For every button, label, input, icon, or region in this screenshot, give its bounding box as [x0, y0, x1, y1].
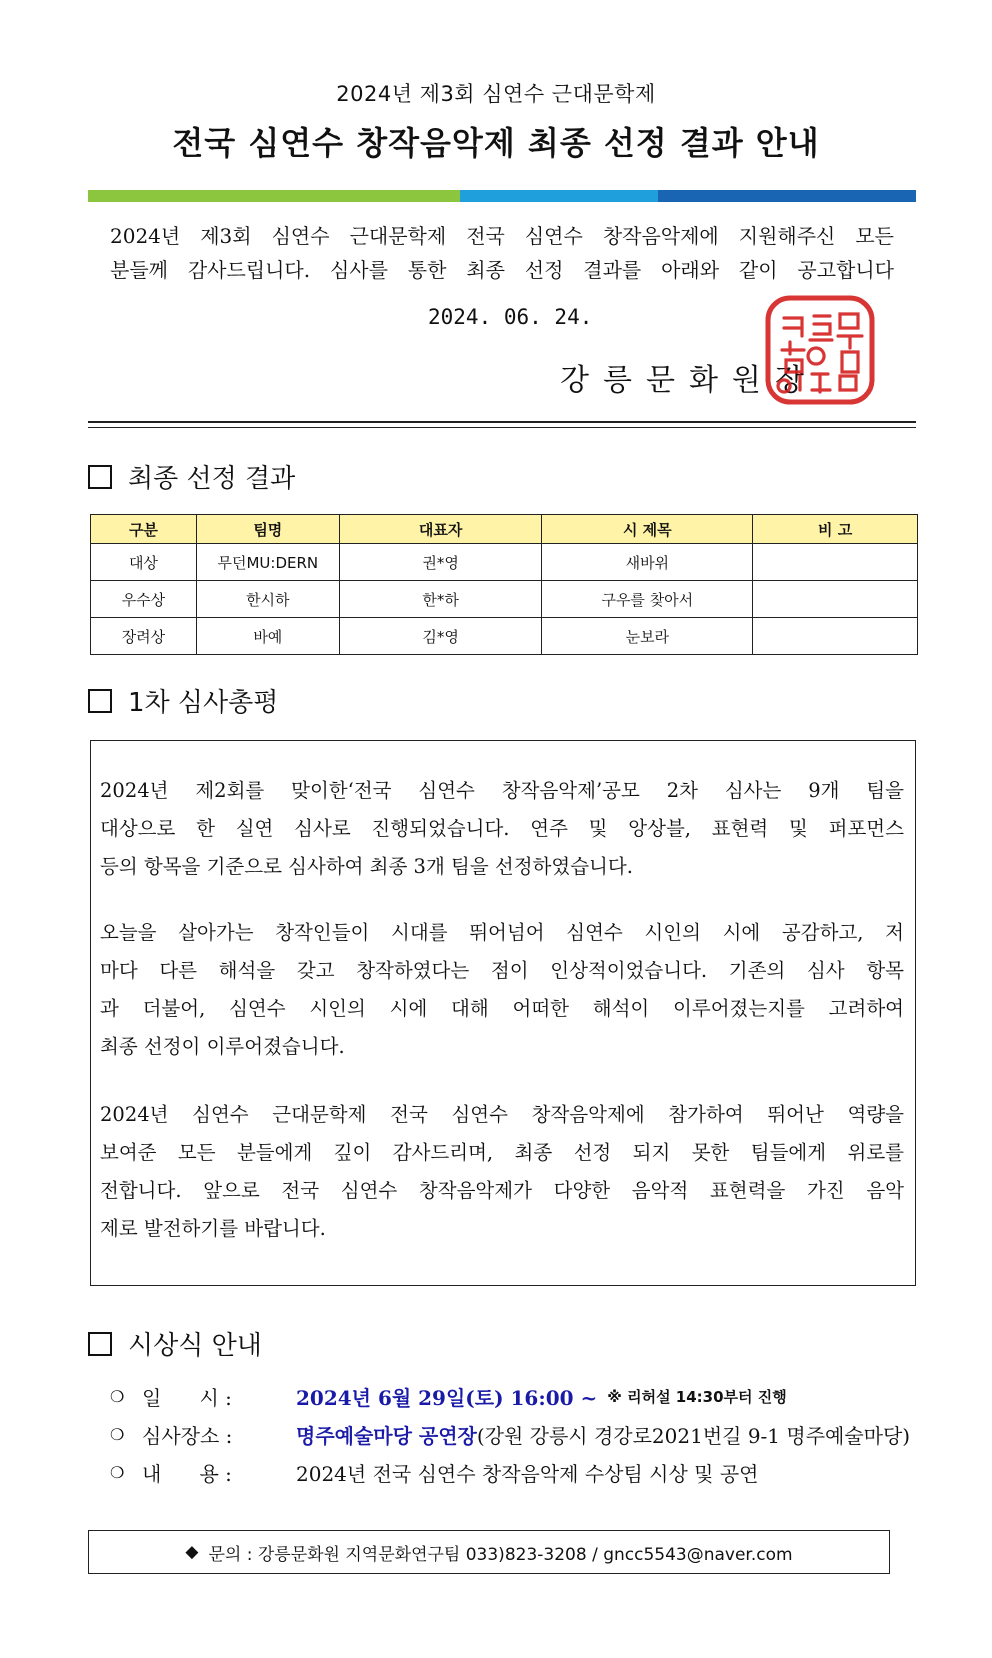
section-ceremony-title: 시상식 안내 [128, 1331, 262, 1361]
intro-line-1: 2024년 제3회 심연수 근대문학제 전국 심연수 창작음악제에 지원해주신 모든 [110, 224, 894, 248]
cell-award: 우수상 [91, 581, 197, 618]
diamond-bullet-icon: ◆ [185, 1542, 199, 1562]
notice-date: 2024. 06. 24. [428, 305, 593, 329]
section-review-heading [88, 682, 278, 719]
intro-line-2: 분들께 감사드립니다. 심사를 통한 최종 선정 결과를 아래와 같이 공고합니다 [110, 258, 894, 282]
section-results-heading [88, 458, 295, 495]
review-line: 등의 항목을 기준으로 심사하여 최종 3개 팀을 선정하였습니다. [100, 855, 633, 878]
ceremony-content-value: 2024년 전국 심연수 창작음악제 수상팀 시상 및 공연 [296, 1462, 759, 1486]
ceremony-content-row [110, 1458, 758, 1487]
ceremony-place-value: 명주예술마당 공연장 [296, 1424, 477, 1448]
review-line: 제로 발전하기를 바랍니다. [100, 1217, 326, 1240]
color-bar-cyan [460, 190, 658, 202]
cell-note [753, 618, 918, 655]
table-row [91, 544, 918, 581]
cell-representative: 권*영 [339, 544, 542, 581]
review-line: 최종 선정이 이루어졌습니다. [100, 1035, 345, 1058]
review-line: 2024년 심연수 근대문학제 전국 심연수 창작음악제에 참가하여 뛰어난 역량을 [100, 1103, 904, 1126]
cell-representative: 한*하 [339, 581, 542, 618]
official-seal-stamp [760, 290, 880, 410]
circle-bullet-icon: ❍ [110, 1425, 125, 1444]
checkbox-square-icon [88, 1332, 112, 1356]
review-line: 대상으로 한 실연 심사로 진행되었습니다. 연주 및 앙상블, 표현력 및 퍼포먼스 [100, 817, 904, 840]
cell-award: 대상 [91, 544, 197, 581]
section-ceremony-heading [88, 1325, 262, 1362]
table-row [91, 618, 918, 655]
cell-team: 바예 [196, 618, 339, 655]
color-bar [88, 190, 916, 202]
review-line: 마다 다른 해석을 갖고 창작하였다는 점이 인상적이었습니다. 기존의 심사 항목 [100, 959, 904, 982]
review-line: 전합니다. 앞으로 전국 심연수 창작음악제가 다양한 음악적 표현력을 가진 음악 [100, 1179, 904, 1202]
ceremony-place-detail: (강원 강릉시 경강로2021번길 9-1 명주예술마당) [476, 1424, 911, 1448]
col-poem-title: 시 제목 [542, 515, 753, 544]
cell-note [753, 544, 918, 581]
organization-name: 강릉문화원장 [560, 363, 818, 398]
review-paragraph-2 [100, 914, 904, 1066]
review-line: 2024년 제2회를 맞이한‘전국 심연수 창작음악제’공모 2차 심사는 9개 팀을 [100, 779, 904, 802]
color-bar-green [88, 190, 460, 202]
contact-box [88, 1530, 890, 1574]
review-line: 과 더불어, 심연수 시인의 시에 대해 어떠한 해석이 이루어졌는지를 고려하여 [100, 997, 904, 1020]
ceremony-place-label: 심사장소 : [142, 1424, 233, 1448]
col-note: 비 고 [753, 515, 918, 544]
cell-poem-title: 구우를 찾아서 [542, 581, 753, 618]
results-table-header [91, 515, 918, 544]
section-results-title: 최종 선정 결과 [128, 464, 296, 494]
cell-team: 무던MU:DERN [196, 544, 339, 581]
cell-team: 한시하 [196, 581, 339, 618]
circle-bullet-icon: ❍ [110, 1387, 125, 1406]
cell-poem-title: 눈보라 [542, 618, 753, 655]
cell-note [753, 581, 918, 618]
ceremony-time-value: 2024년 6월 29일(토) 16:00 ~ [296, 1386, 598, 1410]
circle-bullet-icon: ❍ [110, 1463, 125, 1482]
cell-representative: 김*영 [339, 618, 542, 655]
document-title: 전국 심연수 창작음악제 최종 선정 결과 안내 [172, 124, 820, 162]
ceremony-content-label: 내 용 : [142, 1462, 232, 1486]
section-review-title: 1차 심사총평 [128, 688, 279, 718]
review-line: 보여준 모든 분들에게 깊이 감사드리며, 최종 선정 되지 못한 팀들에게 위로를 [100, 1141, 904, 1164]
col-team: 팀명 [196, 515, 339, 544]
color-bar-blue [658, 190, 916, 202]
review-paragraph-1 [100, 772, 904, 886]
ceremony-place-row [110, 1420, 910, 1449]
ceremony-time-row [110, 1382, 787, 1411]
header-divider [88, 421, 916, 428]
col-award: 구분 [91, 515, 197, 544]
ceremony-time-label: 일 시 : [142, 1386, 232, 1410]
document-subtitle: 2024년 제3회 심연수 근대문학제 [336, 82, 656, 106]
contact-text: 문의 : 강릉문화원 지역문화연구팀 033)823-3208 / gncc5543@naver.com [208, 1544, 793, 1565]
ceremony-rehearsal-note: ※ 리허설 14:30부터 진행 [607, 1388, 787, 1406]
col-representative: 대표자 [339, 515, 542, 544]
review-line: 오늘을 살아가는 창작인들이 시대를 뛰어넘어 심연수 시인의 시에 공감하고, 저 [100, 921, 904, 944]
table-row [91, 581, 918, 618]
review-paragraph-3 [100, 1096, 904, 1248]
checkbox-square-icon [88, 689, 112, 713]
cell-award: 장려상 [91, 618, 197, 655]
cell-poem-title: 새바위 [542, 544, 753, 581]
results-table [90, 514, 918, 655]
checkbox-square-icon [88, 465, 112, 489]
